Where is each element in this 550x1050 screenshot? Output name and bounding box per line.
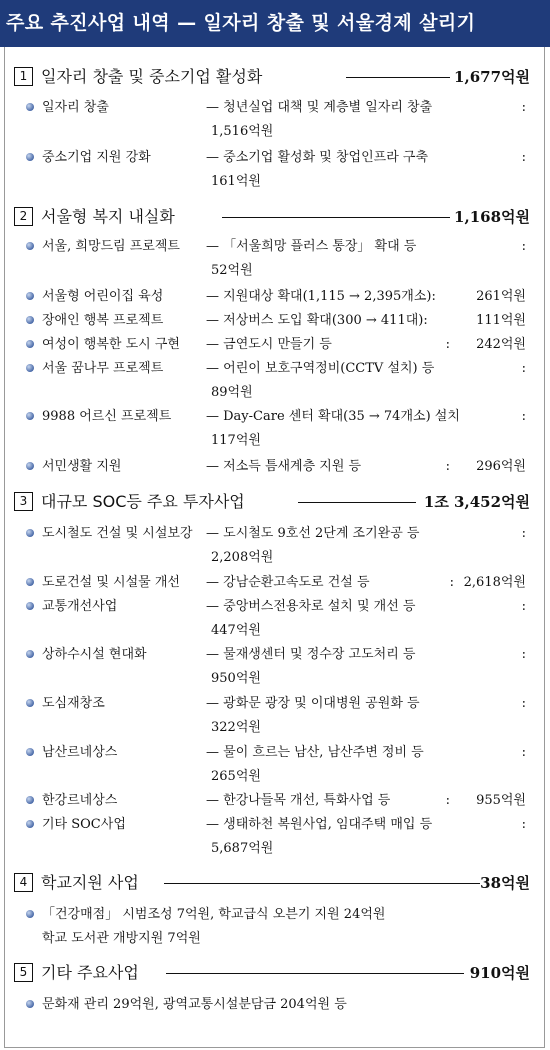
item-desc: — 어린이 보호구역정비(CCTV 설치) 등 [206, 361, 435, 376]
section-amount: 1,168억원 [454, 208, 530, 226]
bullet-icon [26, 1000, 34, 1008]
item-colon: : [521, 817, 526, 832]
bullet-icon [26, 796, 34, 804]
item-colon: : [521, 599, 526, 614]
item-desc: — 물이 흐르는 남산, 남산주변 정비 등 [206, 745, 424, 760]
item-colon: : [521, 745, 526, 760]
section-2-heading [14, 206, 530, 230]
item-amount: 955억원 [476, 793, 526, 808]
item-desc: — 도시철도 9호선 2단계 조기완공 등 [206, 526, 420, 541]
item-colon: : [449, 575, 454, 590]
section-4-heading [14, 872, 530, 896]
item-desc: — 저소득 틈새계층 지원 등 [206, 459, 362, 474]
leader-line [222, 217, 450, 218]
item-name: 도로건설 및 시설물 개선 [42, 575, 180, 590]
item-name: 한강르네상스 [42, 793, 118, 808]
item-amount: 1,516억원 [211, 124, 274, 139]
item-amount: 52억원 [211, 263, 253, 278]
item-text: 「건강매점」 시범조성 7억원, 학교급식 오븐기 지원 24억원 [42, 907, 386, 922]
section-title: 서울형 복지 내실화 [41, 207, 175, 226]
item-name: 교통개선사업 [42, 599, 118, 614]
item-desc: — 생태하천 복원사업, 임대주택 매입 등 [206, 817, 433, 832]
bullet-icon [26, 153, 34, 161]
item-colon: : [521, 647, 526, 662]
item-amount: 242억원 [476, 337, 526, 352]
item-name: 일자리 창출 [42, 100, 109, 115]
item-desc: — 한강나들목 개선, 특화사업 등 [206, 793, 391, 808]
item-amount: 161억원 [211, 174, 261, 189]
item-desc: — 중소기업 활성화 및 창업인프라 구축 [206, 150, 429, 165]
leader-line [164, 883, 480, 884]
item-desc: — 물재생센터 및 정수장 고도처리 등 [206, 647, 416, 662]
item-name: 서민생활 지원 [42, 459, 122, 474]
item-colon: : [445, 459, 450, 474]
item-amount: 296억원 [476, 459, 526, 474]
bullet-icon [26, 748, 34, 756]
bullet-icon [26, 529, 34, 537]
item-amount: 261억원 [476, 289, 526, 304]
section-3-heading [14, 491, 530, 515]
leader-line [346, 77, 450, 78]
item-text: 문화재 관리 29억원, 광역교통시설분담금 204억원 등 [42, 997, 347, 1012]
bullet-icon [26, 910, 34, 918]
item-colon: : [521, 361, 526, 376]
bullet-icon [26, 292, 34, 300]
item-amount: 950억원 [211, 671, 261, 686]
leader-line [298, 502, 416, 503]
item-amount: 89억원 [211, 385, 253, 400]
bullet-icon [26, 650, 34, 658]
bullet-icon [26, 103, 34, 111]
item-name: 남산르네상스 [42, 745, 118, 760]
section-title: 학교지원 사업 [41, 873, 139, 892]
section-number: 3 [14, 492, 33, 511]
item-name: 여성이 행복한 도시 구현 [42, 337, 180, 352]
item-text-line2: 학교 도서관 개방지원 7억원 [42, 931, 201, 946]
item-desc: — 중앙버스전용차로 설치 및 개선 등 [206, 599, 416, 614]
content-frame [4, 47, 545, 1048]
bullet-icon [26, 699, 34, 707]
section-number: 5 [14, 963, 33, 982]
item-colon: : [445, 337, 450, 352]
bullet-icon [26, 242, 34, 250]
section-number: 2 [14, 207, 33, 226]
item-colon: : [521, 696, 526, 711]
item-name: 장애인 행복 프로젝트 [42, 313, 164, 328]
item-amount: 2,618억원 [463, 575, 526, 590]
item-amount: 111억원 [476, 313, 526, 328]
item-colon: : [521, 239, 526, 254]
item-desc: — 저상버스 도입 확대(300 → 411대): [206, 313, 428, 328]
section-amount: 38억원 [480, 874, 530, 892]
section-5-heading [14, 962, 530, 986]
item-amount: 2,208억원 [211, 550, 274, 565]
section-number: 1 [14, 67, 33, 86]
item-amount: 265억원 [211, 769, 261, 784]
item-desc: — 「서울희망 플러스 통장」 확대 등 [206, 239, 417, 254]
item-name: 도시철도 건설 및 시설보강 [42, 526, 193, 541]
item-amount: 322억원 [211, 720, 261, 735]
bullet-icon [26, 412, 34, 420]
item-amount: 5,687억원 [211, 841, 274, 856]
item-amount: 447억원 [211, 623, 261, 638]
section-number: 4 [14, 873, 33, 892]
item-desc: — 광화문 광장 및 이대병원 공원화 등 [206, 696, 420, 711]
item-desc: — 지원대상 확대(1,115 → 2,395개소): [206, 289, 436, 304]
item-name: 중소기업 지원 강화 [42, 150, 151, 165]
item-colon: : [521, 409, 526, 424]
item-name: 도심재창조 [42, 696, 105, 711]
section-1-heading [14, 66, 530, 90]
item-amount: 117억원 [211, 433, 261, 448]
bullet-icon [26, 602, 34, 610]
section-title: 일자리 창출 및 중소기업 활성화 [41, 67, 263, 86]
bullet-icon [26, 462, 34, 470]
item-name: 9988 어르신 프로젝트 [42, 409, 172, 424]
section-amount: 910억원 [469, 964, 530, 982]
bullet-icon [26, 340, 34, 348]
item-colon: : [521, 100, 526, 115]
page-title: 주요 추진사업 내역 — 일자리 창출 및 서울경제 살리기 [0, 0, 550, 47]
section-title: 대규모 SOC등 주요 투자사업 [41, 492, 245, 511]
section-amount: 1조 3,452억원 [423, 493, 530, 511]
item-name: 서울형 어린이집 육성 [42, 289, 164, 304]
item-name: 서울, 희망드림 프로젝트 [42, 239, 180, 254]
item-colon: : [521, 526, 526, 541]
item-colon: : [445, 793, 450, 808]
item-name: 상하수시설 현대화 [42, 647, 147, 662]
item-desc: — Day-Care 센터 확대(35 → 74개소) 설치 [206, 409, 460, 424]
bullet-icon [26, 820, 34, 828]
item-name: 서울 꿈나무 프로젝트 [42, 361, 164, 376]
section-amount: 1,677억원 [454, 68, 530, 86]
section-title: 기타 주요사업 [41, 963, 139, 982]
item-desc: — 강남순환고속도로 건설 등 [206, 575, 370, 590]
item-desc: — 금연도시 만들기 등 [206, 337, 332, 352]
item-colon: : [521, 150, 526, 165]
bullet-icon [26, 316, 34, 324]
leader-line [166, 973, 464, 974]
bullet-icon [26, 578, 34, 586]
item-desc: — 청년실업 대책 및 계층별 일자리 창출 [206, 100, 433, 115]
bullet-icon [26, 364, 34, 372]
item-name: 기타 SOC사업 [42, 817, 126, 832]
